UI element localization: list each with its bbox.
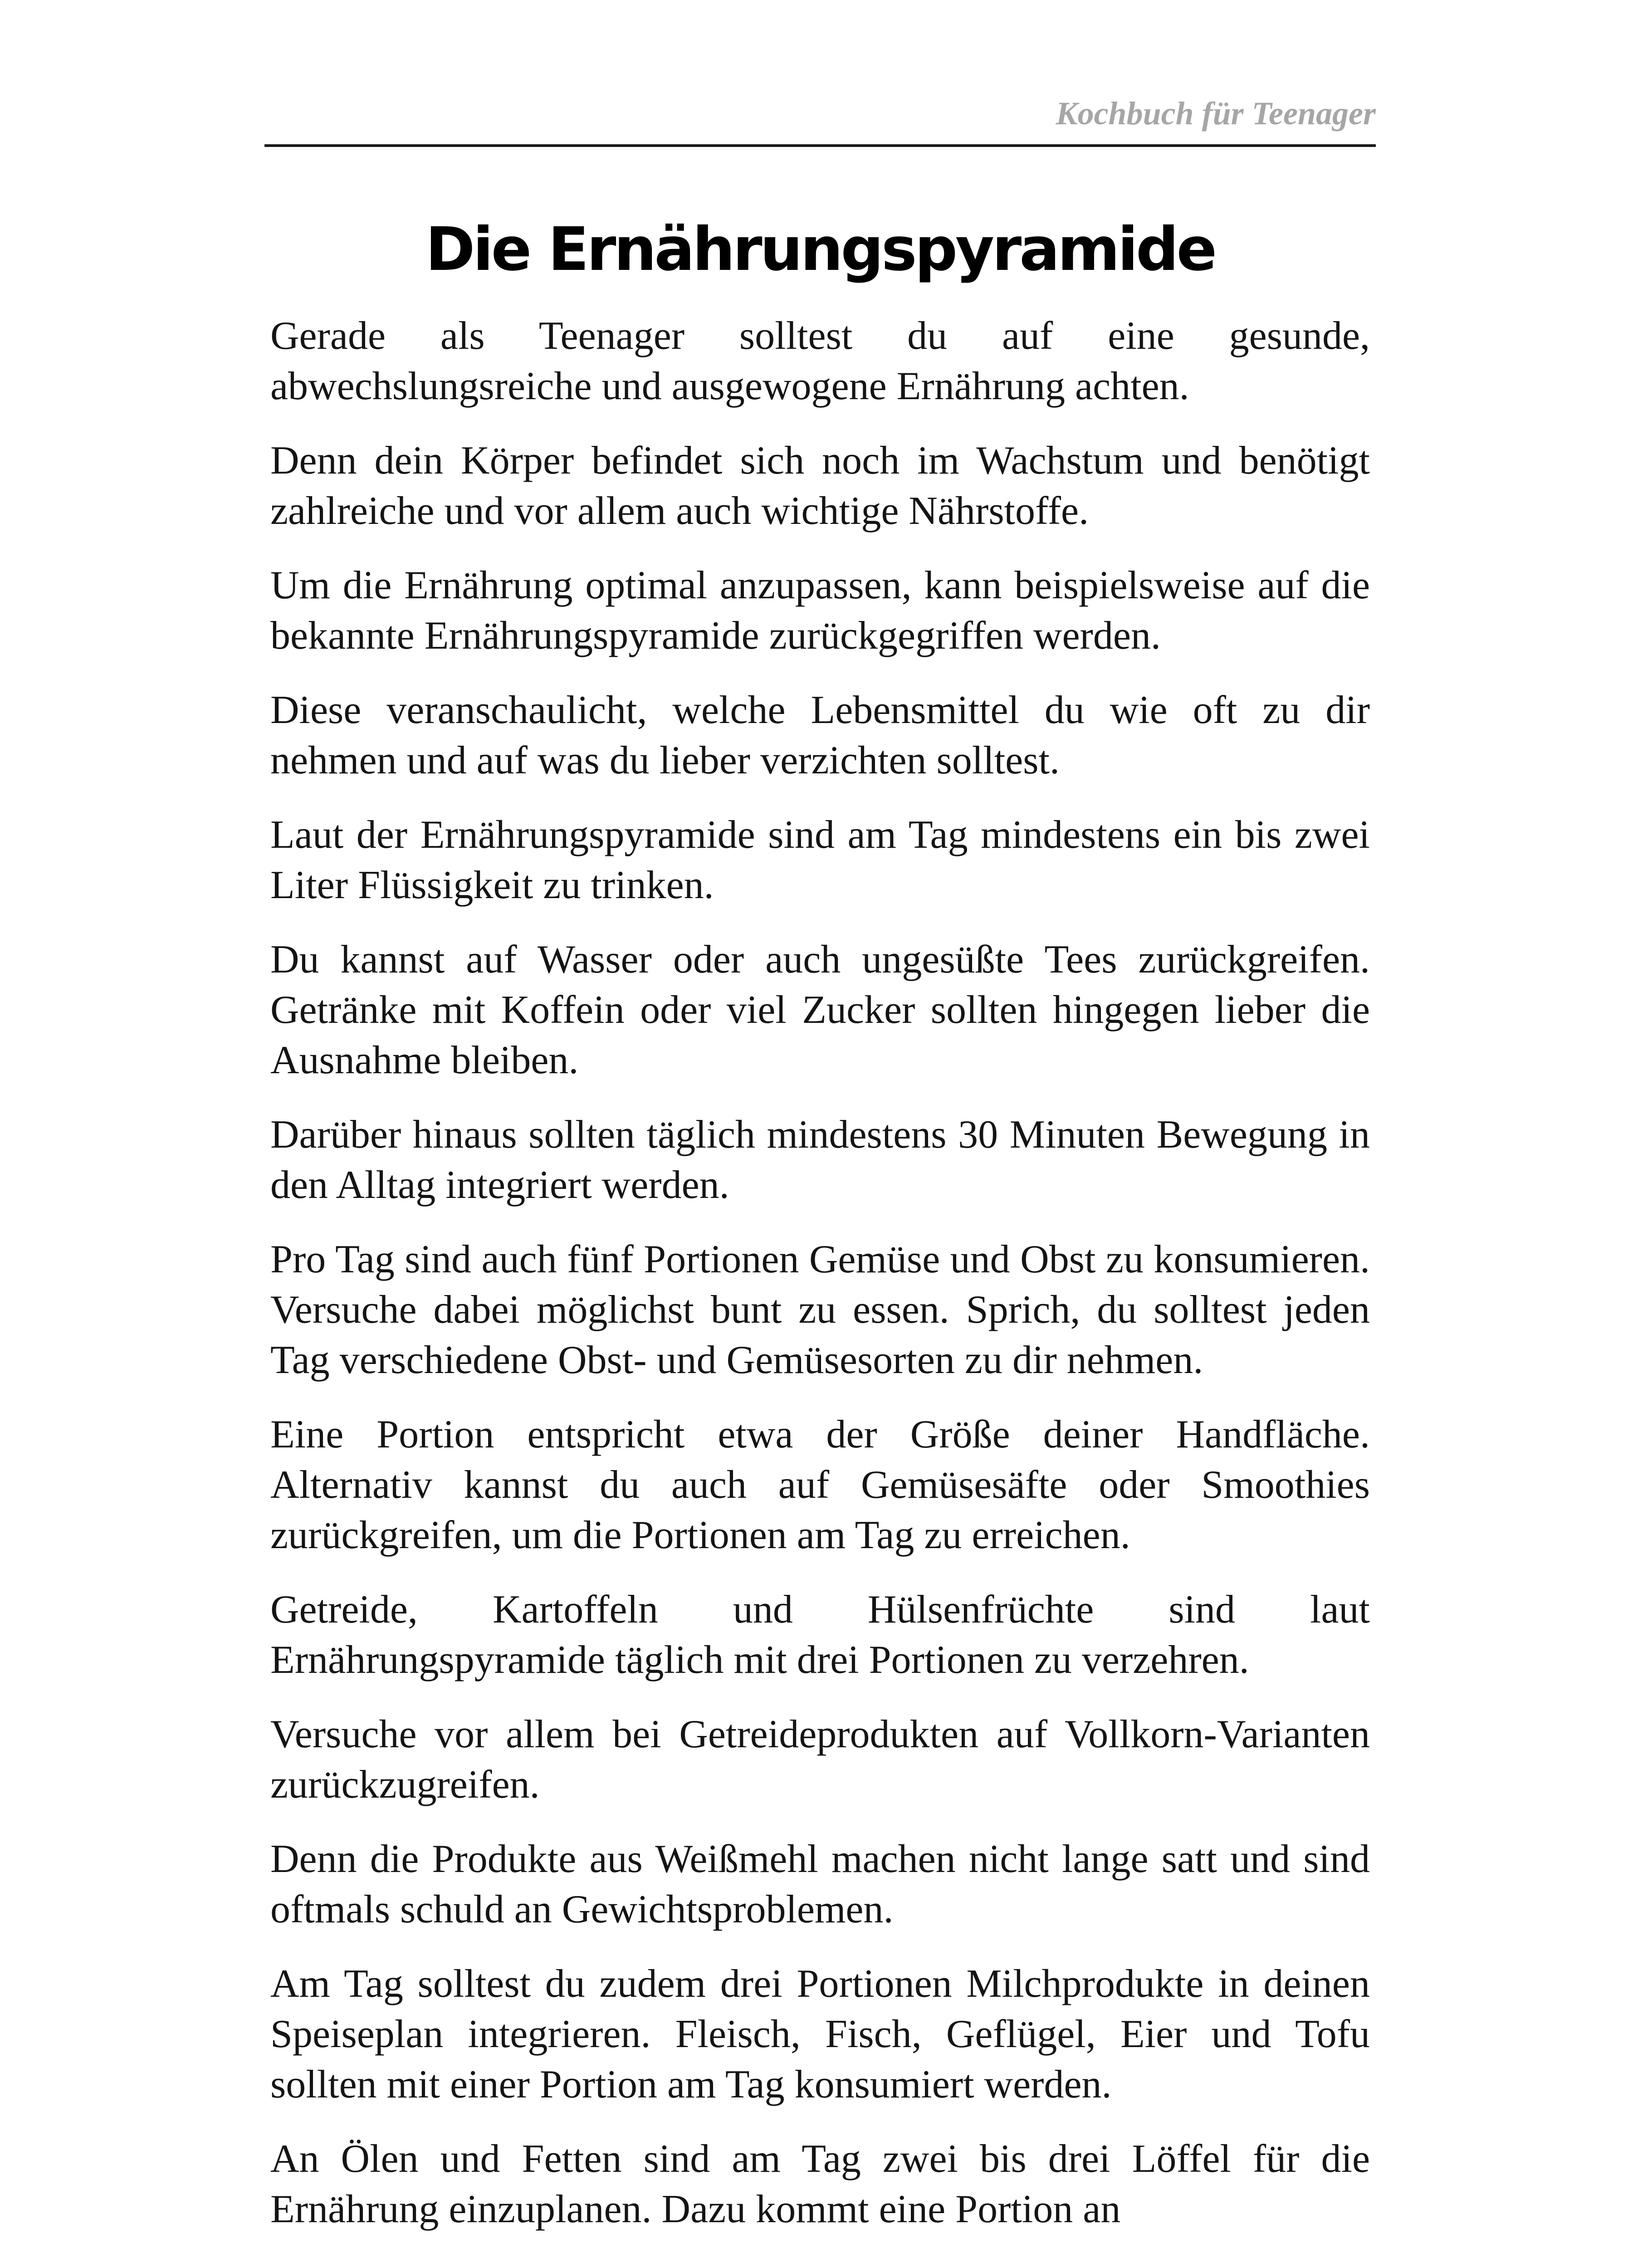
paragraph: Gerade als Teenager solltest du auf eine gesunde, abwechslungsreiche und ausgewogene Ernährung achten. (270, 314, 1370, 408)
paragraph: Pro Tag sind auch fünf Portionen Gemüse und Obst zu konsumieren. Versuche dabei möglichst bunt zu essen. Sprich, du solltest jeden Tag verschiedene Obst- und Gemüsesorten zu dir nehmen. (270, 1237, 1370, 1382)
paragraph: Um die Ernährung optimal anzupassen, kann beispielsweise auf die bekannte Ernährungspyramide zurückgegriffen werden. (270, 563, 1370, 658)
paragraph: Du kannst auf Wasser oder auch ungesüßte Tees zurückgreifen. Getränke mit Koffein oder viel Zucker sollten hingegen lieber die Ausnahme bleiben. (270, 938, 1370, 1082)
paragraph: Denn die Produkte aus Weißmehl machen nicht lange satt und sind oftmals schuld an Gewichtsproblemen. (270, 1837, 1370, 1931)
paragraph: Darüber hinaus sollten täglich mindestens 30 Minuten Bewegung in den Alltag integriert werden. (270, 1113, 1370, 1207)
paragraph: An Ölen und Fetten sind am Tag zwei bis drei Löffel für die Ernährung einzuplanen. Dazu kommt eine Portion an (270, 2137, 1370, 2231)
paragraph: Laut der Ernährungspyramide sind am Tag mindestens ein bis zwei Liter Flüssigkeit zu trinken. (270, 813, 1370, 907)
running-header-book-title: Kochbuch für Teenager (1056, 95, 1376, 132)
paragraph: Versuche vor allem bei Getreideprodukten auf Vollkorn-Varianten zurückzugreifen. (270, 1712, 1370, 1807)
paragraph: Eine Portion entspricht etwa der Größe deiner Handfläche. Alternativ kannst du auch auf Gemüsesäfte oder Smoothies zurückgreifen, um die Portionen am Tag zu erreichen. (270, 1413, 1370, 1557)
paragraph: Denn dein Körper befindet sich noch im Wachstum und benötigt zahlreiche und vor allem auch wichtige Nährstoffe. (270, 439, 1370, 533)
body-text (270, 311, 1370, 2254)
paragraph: Getreide, Kartoffeln und Hülsenfrüchte sind laut Ernährungspyramide täglich mit drei Portionen zu verzehren. (270, 1588, 1370, 1682)
header-divider (264, 144, 1376, 147)
paragraph: Am Tag solltest du zudem drei Portionen Milchprodukte in deinen Speiseplan integrieren. Fleisch, Fisch, Geflügel, Eier und Tofu sollten mit einer Portion am Tag konsumiert werden. (270, 1962, 1370, 2107)
paragraph: Diese veranschaulicht, welche Lebensmittel du wie oft zu dir nehmen und auf was du lieber verzichten solltest. (270, 688, 1370, 782)
chapter-title: Die Ernährungspyramide (425, 215, 1215, 284)
